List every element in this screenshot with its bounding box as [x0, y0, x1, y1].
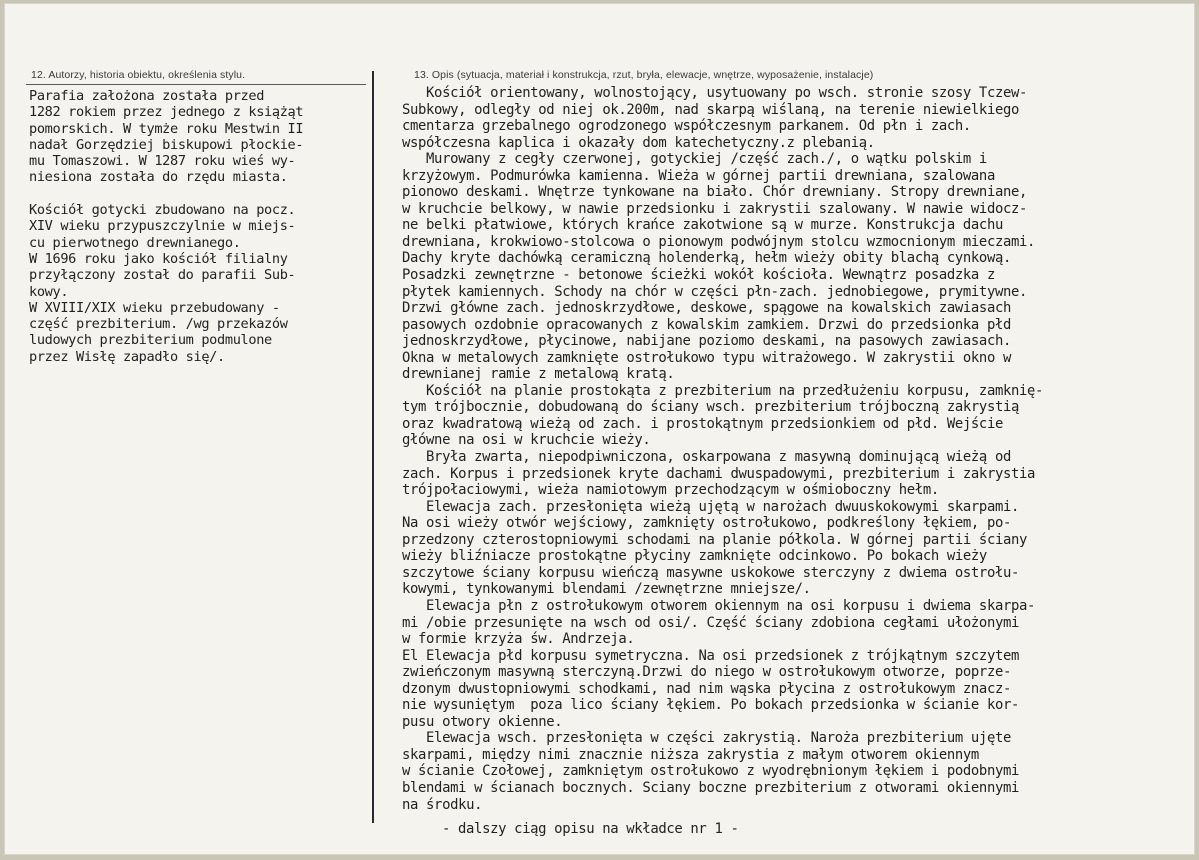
history-text-line: niesiona została do rzędu miasta. [29, 169, 288, 186]
description-text-line: ne belki płatwiowe, których krańce zakotwione są w murze. Konstrukcja dachu [402, 217, 1003, 234]
description-text-line: drewnianej ramie z metalową kratą. [402, 366, 675, 383]
description-text-line: El Elewacja płd korpusu symetryczna. Na osi przedsionek z trójkątnym szczytem [402, 647, 1019, 664]
description-text-line: Kościół orientowany, wolnostojący, usytuowany po wsch. stronie szosy Tczew- [402, 85, 1028, 101]
description-text-line: dzonym dwustopniowymi schodkami, nad nim wąska płycina z ostrołukowym znacz- [402, 680, 1011, 697]
description-text-line: drewniana, krokwiowo-stolcowa o pionowym podwójnym stolcu wzmocnionym mieczami. [402, 233, 1036, 250]
history-text-line: W 1696 roku jako kościół filialny [29, 250, 288, 267]
description-text-line: trójpołaciowymi, wieża namiotowym przechodzącym w ośmioboczny hełm. [402, 482, 939, 499]
description-text-block [402, 85, 1043, 813]
description-text-line: Dachy kryte dachówką ceramiczną holenderką, hełm wieży obity blachą cynkową. [402, 250, 1011, 267]
description-text-line: krzyżowym. Podmurówka kamienna. Wieża w górnej partii drewniana, szalowana [402, 167, 995, 184]
description-text-line: Kościół na planie prostokąta z prezbiterium na przedłużeniu korpusu, zamknię- [402, 382, 1044, 399]
description-text-line: mi /obie przesunięte na wsch od osi/. Część ściany zdobiona cegłami ułożonymi [402, 614, 1019, 631]
history-text-line: kowy. [29, 283, 69, 300]
document-sheet [4, 3, 1195, 855]
description-text-line: główne na osi w kruchcie wieży. [402, 432, 651, 449]
history-text-line: 1282 rokiem przez jednego z książąt [29, 104, 304, 121]
description-text-line: Okna w metalowych zamknięte ostrołukowo typu witrażowego. W zakrystii okno w [402, 349, 1011, 366]
history-text-line: przez Wisłę zapadło się/. [29, 348, 225, 365]
description-text-line: wieży bliźniacze prostokątne płyciny zamknięte odcinkowo. Po bokach wieży [402, 548, 987, 565]
description-text-line: Elewacja płn z ostrołukowym otworem okiennym na osi korpusu i dwiema skarpa- [402, 597, 1036, 614]
history-text-line: mu Tomaszowi. W 1287 roku wieś wy- [29, 153, 296, 170]
description-text-line: szczytowe ściany korpusu wieńczą masywne uskokowe sterczyny z dwiema ostrołu- [402, 564, 1019, 581]
description-text-line: pionowo deskami. Wnętrze tynkowane na biało. Chór drewniany. Stropy drewniane, [402, 184, 1028, 201]
description-text-line: płytek kamiennych. Schody na chór w części płn-zach. jednobiegowe, prymitywne. [402, 283, 1028, 300]
history-text-line: część prezbiterium. /wg przekazów [29, 316, 288, 333]
history-text-line: Kościół gotycki zbudowano na pocz. [29, 202, 296, 219]
section-12-header: 12. Autorzy, historia obiektu, określenia stylu. [31, 69, 246, 81]
history-text-line: cu pierwotnego drewnianego. [29, 234, 241, 251]
description-text-line: oraz kwadratową wieżą od zach. i prostokątnym przedsionkiem od płd. Wejście [402, 415, 1003, 432]
history-text-line [29, 186, 303, 202]
description-text-line: Posadzki zewnętrzne - betonowe ścieżki wokół kościoła. Wewnątrz posadzka z [402, 267, 995, 284]
description-text-line: Bryła zwarta, niepodpiwniczona, oskarpowana z masywną dominującą wieżą od [402, 449, 1011, 466]
description-text-line: jednoskrzydłowe, płycinowe, nabijane poziomo deskami, na pasowych zawiasach. [402, 333, 1011, 350]
history-text-line: Parafia założona została przed [29, 88, 265, 104]
description-text-line: skarpami, między nimi znacznie niższa zakrystia z małym otworem okiennym [402, 746, 979, 763]
description-text-line: Murowany z cegły czerwonej, gotyckiej /część zach./, o wątku polskim i [402, 151, 987, 168]
description-text-line: w kruchcie belkowy, w nawie przedsionku i zakrystii szalowany. W nawie widocz- [402, 200, 1028, 217]
section-13-header: 13. Opis (sytuacja, materiał i konstrukcja, rzut, bryła, elewacje, wnętrze, wyposażenie, instalacje) [414, 69, 874, 81]
history-text-line: pomorskich. W tymże roku Mestwin II [29, 120, 304, 137]
description-text-line: nie wysuniętym poza lico ściany łękiem. Po bokach przedsionka w ścianie kor- [402, 697, 1019, 714]
description-text-line: Elewacja zach. przesłonięta wieżą ujętą w narożach dwuuskokowymi skarpami. [402, 498, 1019, 515]
column-divider [372, 71, 374, 823]
description-text-line: zwieńczonym masywną sterczyną.Drzwi do niego w ostrołukowym otworze, poprze- [402, 664, 1011, 681]
description-text-line: cmentarza grzebalnego ogrodzonego współczesnym parkanem. Od płn i zach. [402, 118, 971, 135]
description-text-line: przedzony czterostopniowymi schodami na planie półkola. W górnej partii ściany [402, 531, 1028, 548]
description-text-line: współczesna kaplica i okazały dom katechetyczny.z plebanią. [402, 134, 875, 151]
description-text-line: Elewacja wsch. przesłonięta w części zakrystią. Naroża prezbiterium ujęte [402, 730, 1011, 747]
description-text-line: pasowych ozdobnie opracowanych z kowalskim zamkiem. Drzwi do przedsionka płd [402, 316, 1011, 333]
description-text-line: na środku. [402, 796, 483, 813]
description-text-line: Subkowy, odległy od niej ok.200m, nad skarpą wiślaną, na terenie niewielkiego [402, 101, 1019, 118]
history-text-block [29, 88, 303, 365]
description-text-line: Na osi wieży otwór wejściowy, zamknięty ostrołukowo, podkreślony łękiem, po- [402, 515, 1011, 532]
description-text-line: kowymi, tynkowanymi blendami /zewnętrzne mniejsze/. [402, 581, 811, 598]
history-text-line: W XVIII/XIX wieku przebudowany - [29, 299, 280, 316]
left-header-rule [26, 84, 366, 85]
history-text-line: ludowych prezbiterium podmulone [29, 332, 272, 349]
description-text-line: pusu otwory okienne. [402, 713, 563, 730]
history-text-line: nadał Gorzędziej biskupowi płockie- [29, 136, 304, 153]
history-text-line: przyłączony został do parafii Sub- [29, 267, 296, 284]
history-text-line: XIV wieku przypuszczylnie w miejs- [29, 218, 296, 235]
description-text-line: Drzwi główne zach. jednoskrzydłowe, deskowe, spągowe na kowalskich zawiasach [402, 300, 1011, 317]
description-text-line: w ścianie Czołowej, zamkniętym ostrołukowo z wyodrębnionym łękiem i podobnymi [402, 763, 1019, 780]
continuation-note: - dalszy ciąg opisu na wkładce nr 1 - [442, 821, 739, 837]
description-text-line: zach. Korpus i przedsionek kryte dachami dwuspadowymi, prezbiterium i zakrystia [402, 465, 1036, 482]
description-text-line: blendami w ścianach bocznych. Sciany boczne prezbiterium z otworami okiennymi [402, 779, 1019, 796]
description-text-line: w formie krzyża św. Andrzeja. [402, 631, 635, 648]
description-text-line: tym trójbocznie, dobudowaną do ściany wsch. prezbiterium trójboczną zakrystią [402, 399, 1019, 416]
